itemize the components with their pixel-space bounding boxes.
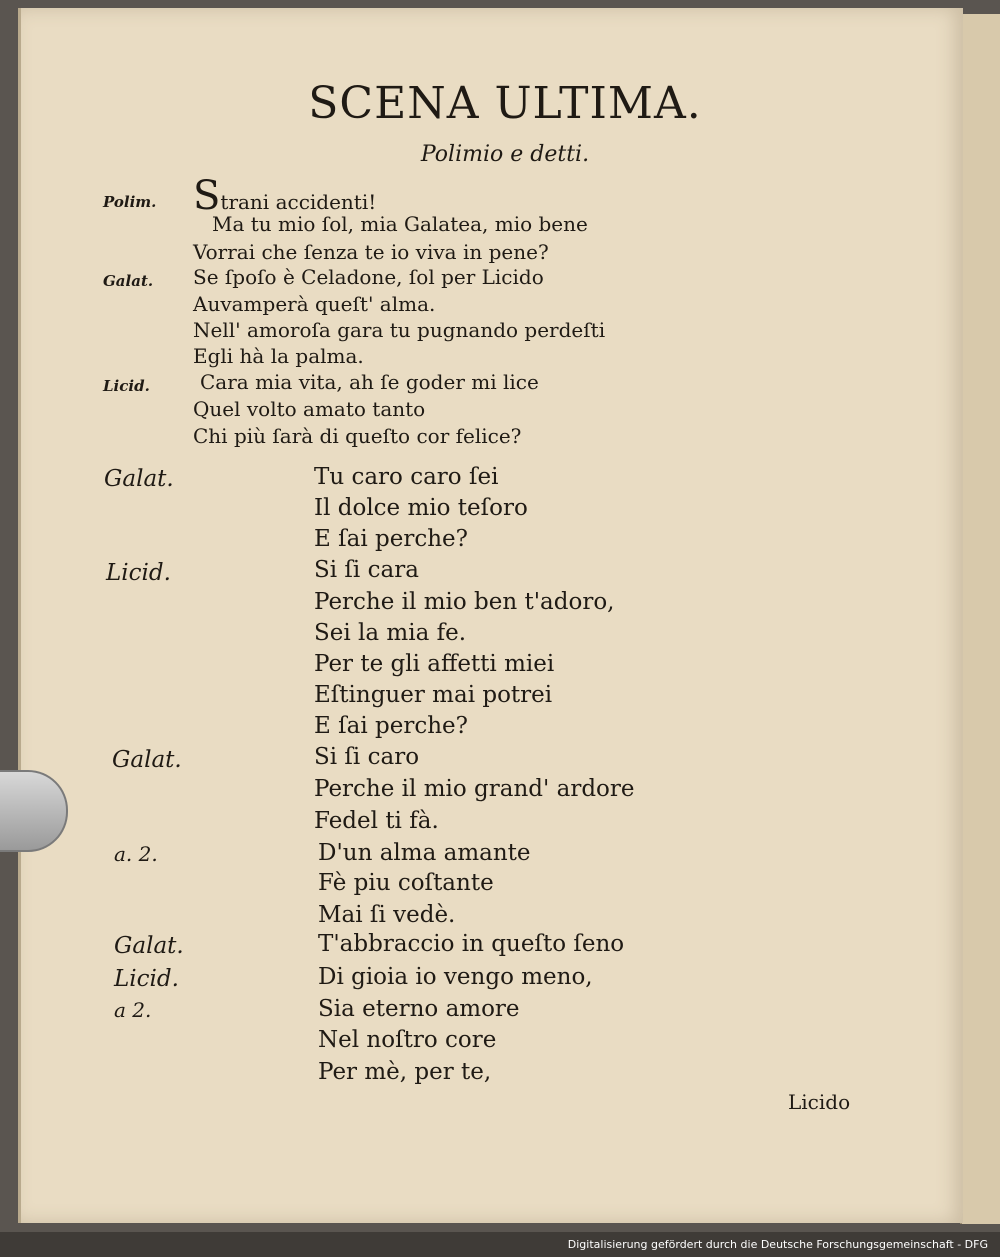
verse-line: Quel volto amato tanto — [193, 397, 426, 421]
verse-line: Cara mia vita, ah ſe goder mi lice — [200, 370, 539, 394]
speaker-label: Galat. — [103, 272, 154, 290]
speaker-label: Galat. — [104, 466, 174, 492]
verse-line: Tu caro caro ſei — [314, 464, 499, 490]
verse-line: Nel noſtro core — [318, 1027, 497, 1053]
speaker-label: a 2. — [114, 998, 152, 1022]
verse-line: T'abbraccio in queſto ſeno — [318, 931, 625, 957]
verse-line: Egli hà la palma. — [193, 344, 364, 368]
verse-line: Fè piu coſtante — [318, 870, 494, 896]
verse-line: Si ſi caro — [314, 744, 420, 770]
verse-line: Nell' amoroſa gara tu pugnando perdeſti — [193, 318, 606, 342]
speaker-label: a. 2. — [114, 842, 158, 866]
speaker-label: Galat. — [114, 933, 184, 959]
verse-line — [193, 173, 377, 219]
scene-subtitle: Polimio e detti. — [420, 142, 590, 167]
verse-line: Sia eterno amore — [318, 996, 520, 1022]
verse-line: Eſtinguer mai potrei — [314, 682, 553, 708]
next-page-edge — [960, 14, 1000, 1224]
verse-text: trani accidenti! — [220, 190, 377, 214]
footer-credit: Digitalisierung gefördert durch die Deutsche Forschungsgemeinschaft - DFG — [567, 1238, 988, 1251]
speaker-label: Licid. — [103, 377, 150, 395]
verse-line: D'un alma amante — [318, 840, 531, 866]
verse-line: E ſai perche? — [314, 526, 468, 552]
speaker-label: Licid. — [106, 560, 171, 586]
verse-line: Per te gli affetti miei — [314, 651, 555, 677]
verse-line: Auvamperà queſt' alma. — [193, 292, 436, 316]
verse-line: Per mè, per te, — [318, 1059, 492, 1085]
verse-line: Ma tu mio ſol, mia Galatea, mio bene — [212, 212, 588, 236]
verse-line: Il dolce mio teſoro — [314, 495, 528, 521]
verse-line: Se ſpoſo è Celadone, ſol per Licido — [193, 265, 544, 289]
speaker-label: Licid. — [114, 966, 179, 992]
verse-line: Fedel ti fà. — [314, 808, 439, 834]
catchword: Licido — [788, 1090, 851, 1114]
verse-line: Sei la mia fe. — [314, 620, 467, 646]
verse-line: Chi più ſarà di queſto cor felice? — [193, 424, 522, 448]
verse-line: Vorrai che ſenza te io viva in pene? — [193, 240, 549, 264]
page-title: SCENA ULTIMA. — [308, 78, 702, 129]
footer-bar — [0, 1232, 1000, 1257]
verse-line: Si ſi cara — [314, 557, 419, 583]
speaker-label: Polim. — [103, 193, 157, 211]
verse-line: Mai ſi vedè. — [318, 902, 456, 928]
verse-line: Perche il mio ben t'adoro, — [314, 589, 615, 615]
drop-cap: S — [193, 173, 221, 219]
speaker-label: Galat. — [112, 747, 182, 773]
verse-line: Perche il mio grand' ardore — [314, 776, 635, 802]
verse-line: Di gioia io vengo meno, — [318, 964, 593, 990]
verse-line: E ſai perche? — [314, 713, 468, 739]
